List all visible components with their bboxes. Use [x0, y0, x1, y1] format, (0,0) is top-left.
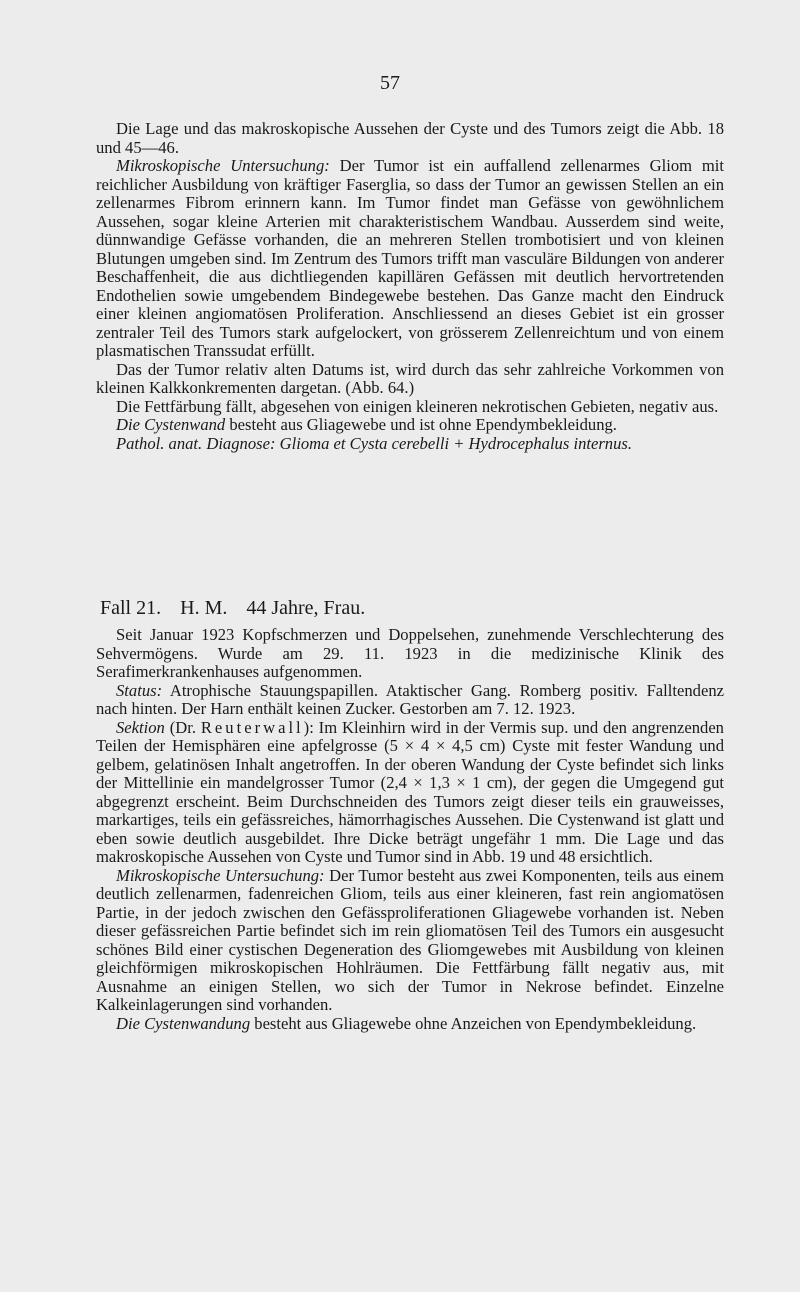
paragraph-history: Seit Januar 1923 Kopfschmerzen und Doppelsehen, zunehmende Verschlechterung des Sehvermögens. Wurde am 29. 11. 1923 in die medizinische Klinik des Serafimerkrankenhauses aufgenommen.: [96, 625, 724, 681]
case-details: 44 Jahre, Frau.: [246, 597, 366, 619]
autopsy-doctor-name: Reuterwall: [200, 717, 304, 737]
paragraph-diagnosis: [96, 435, 724, 454]
label-microscopic-2: Mikroskopische Untersuchung:: [116, 865, 325, 885]
text-autopsy-pre: (Dr.: [164, 717, 201, 737]
label-microscopic: Mikroskopische Untersuchung:: [116, 156, 330, 175]
paragraph-autopsy: [96, 719, 724, 867]
diagnosis-text: Pathol. anat. Diagnose: Glioma et Cysta cerebelli + Hydrocephalus internus.: [116, 433, 633, 453]
paragraph-microscopic-2: [96, 867, 724, 1015]
case-patient: H. M.: [180, 597, 228, 619]
label-status: Status:: [116, 680, 163, 700]
section-case-20-findings: [96, 120, 724, 453]
case-heading: [100, 596, 379, 620]
text-microscopic: Der Tumor ist ein auffallend zellenarmes Gliom mit reichlicher Ausbildung von kräftiger Faserglia, so dass der Tumor an gewissen Stellen an ein zellenarmes Fibrom erinnern kann. Im Tumor findet man Gefässe von gewöhnlichem Aussehen, sogar kleine Arterien mit charakteristischem Wandbau. Ausserdem sind weite, dünnwandige Gefässe vorhanden, die an mehreren Stellen trombotisiert und von kleinen Blutungen umgeben sind. Im Zentrum des Tumors trifft man vasculäre Bildungen von anderer Beschaffenheit, die aus dichtliegenden kapillären Gefässen mit deutlich hervortretenden Endothelien sowie umgebendem Bindegewebe bestehen. Das Ganze macht den Eindruck einer kleinen angiomatösen Proliferation. Anschliessend an dieses Gebiet ist ein grosser zentraler Teil des Tumors stark aufgelockert, von grösserem Zellenreichtum und von einem plasmatischen Transsudat erfüllt.: [96, 156, 724, 360]
paragraph-microscopic: [96, 157, 724, 361]
section-case-21: [96, 626, 724, 1033]
text-autopsy: ): Im Kleinhirn wird in der Vermis sup. und den angrenzenden Teilen der Hemisphären eine apfelgrosse (5 × 4 × 4,5 cm) Cyste mit fester Wandung und gelbem, gelatinösen Inhalt angetroffen. In der oberen Wandung der Cyste befindet sich links der Mittellinie ein mandelgrosser Tumor (2,4 × 1,3 × 1 cm), der gegen die Umgegend gut abgegrenzt erscheint. Beim Durchschneiden des Tumors zeigt dieser teils ein grauweisses, markartiges, teils ein gefässreiches, hämorrhagisches Aussehen. Die Cystenwand ist glatt und eben sowie deutlich ausgebildet. Ihre Dicke beträgt ungefähr 1 mm. Die Lage und das makroskopische Aussehen von Cyste und Tumor sind in Abb. 19 und 48 ersichtlich.: [96, 717, 724, 866]
paragraph-macroscopic: Die Lage und das makroskopische Aussehen der Cyste und des Tumors zeigt die Abb. 18 und 45—46.: [96, 119, 724, 157]
text-cyst-wall: besteht aus Gliagewebe und ist ohne Ependymbekleidung.: [225, 415, 617, 434]
text-microscopic-2: Der Tumor besteht aus zwei Komponenten, teils aus einem deutlich zellenarmen, fadenreichen Gliom, teils aus einer kleineren, fast rein angiomatösen Partie, in der jedoch zwischen den Gefässproliferationen Gliagewebe vorhanden ist. Neben dieser gefässreichen Partie befindet sich im rein gliomatösen Teil des Tumors ein ausgesucht schönes Bild einer cystischen Degeneration des Gliomgewebes mit Ausbildung von kleinen gleichförmigen mikroskopischen Hohlräumen. Die Fettfärbung fällt negativ aus, mit Ausnahme an einigen Stellen, wo sich der Tumor in Nekrose befindet. Einzelne Kalkeinlagerungen sind vorhanden.: [96, 865, 724, 1014]
label-cyst-wall: Die Cystenwand: [116, 415, 226, 434]
label-cyst-wall-2: Die Cystenwandung: [116, 1013, 251, 1033]
text-status: Atrophische Stauungspapillen. Ataktischer Gang. Romberg positiv. Falltendenz nach hinten. Der Harn enthält keinen Zucker. Gestorben am 7. 12. 1923.: [96, 680, 724, 718]
paragraph-fat-staining: Die Fettfärbung fällt, abgesehen von einigen kleineren nekrotischen Gebieten, negativ aus.: [116, 396, 719, 416]
paragraph-status: [96, 682, 724, 719]
paragraph-cyst-wall-2: [96, 1015, 724, 1034]
page-number: 57: [380, 72, 400, 94]
paragraph-calcification: Das der Tumor relativ alten Datums ist, wird durch das sehr zahlreiche Vorkommen von kleinen Kalkkonkrementen dargetan. (Abb. 64.): [96, 359, 724, 397]
text-cyst-wall-2: besteht aus Gliagewebe ohne Anzeichen von Ependymbekleidung.: [250, 1013, 697, 1033]
label-autopsy: Sektion: [116, 717, 165, 737]
case-number: Fall 21.: [100, 597, 162, 619]
paragraph-cyst-wall: [96, 416, 724, 435]
